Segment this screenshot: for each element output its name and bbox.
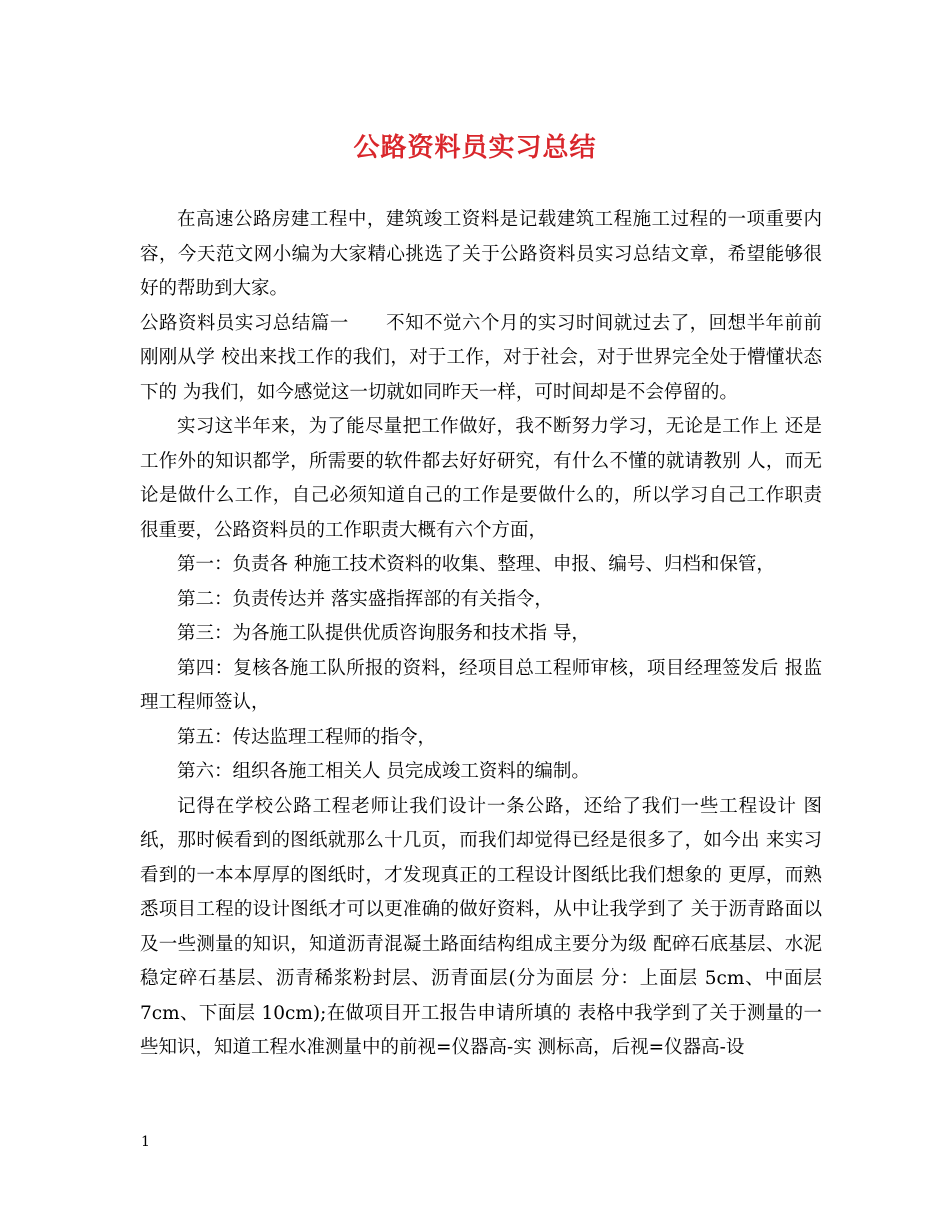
duty-item-2: 第二：负责传达并 落实盛指挥部的有关指令， — [177, 588, 553, 610]
section-paragraph — [140, 307, 822, 411]
intro-paragraph: 在高速公路房建工程中，建筑竣工资料是记载建筑工程施工过程的一项重要内容，今天范文网小编为大家精心挑选了关于公路资料员实习总结文章，希望能够很好的帮助到大家。 — [140, 209, 822, 299]
page-title: 公路资料员实习总结 — [353, 133, 597, 163]
document-body — [140, 203, 822, 1066]
duty-item-5: 第五：传达监理工程师的指令， — [177, 726, 437, 748]
duty-item-4: 第四：复核各施工队所报的资料，经项目总工程师审核，项目经理签发后 报监理工程师签认， — [140, 657, 822, 713]
design-paragraph: 记得在学校公路工程老师让我们设计一条公路，还给了我们一些工程设计 图纸，那时候看到的图纸就那么十几页，而我们却觉得已经是很多了，如今出 来实习看到的一本本厚厚的图纸时，才发现真正的工程设计图纸比我们想象的 更厚，而熟悉项目工程的设计图纸才可以更准确的做好资料，从中让我学到了 关于沥青路面以及一些测量的知识，知道沥青混凝土路面结构组成主要分为级 配碎石底基层、水泥稳定碎石基层、沥青稀浆粉封层、沥青面层(分为面层 分：上面层 5cm、中面层 7cm、下面层 10cm);在做项目开工报告申请所填的 表格中我学到了关于测量的一些知识，知道工程水准测量中的前视=仪器高-实 测标高，后视=仪器高-设 — [140, 795, 822, 1058]
work-duties-paragraph: 实习这半年来，为了能尽量把工作做好，我不断努力学习，无论是工作上 还是工作外的知识都学，所需要的软件都去好好研究，有什么不懂的就请教别 人，而无论是做什么工作，自己必须知道自己的工作是要做什么的，所以学习自己工作职责很重要，公路资料员的工作职责大概有六个方面， — [140, 416, 822, 541]
page-number: 1 — [141, 1134, 150, 1150]
section-first-text: 不知不觉六个月的实习时间就过去了，回想半年前前刚刚从学 校出来找工作的我们，对于工作，对于社会，对于世界完全处于懵懂状态下的 为我们，如今感觉这一切就如同昨天一样，可时间却是不会停留的。 — [140, 312, 822, 403]
section-heading: 公路资料员实习总结篇一 — [140, 312, 349, 334]
duty-item-3: 第三：为各施工队提供优质咨询服务和技术指 导， — [177, 623, 590, 644]
duty-item-1: 第一：负责各 种施工技术资料的收集、整理、申报、编号、归档和保管， — [177, 554, 775, 575]
duty-item-6: 第六：组织各施工相关人 员完成竣工资料的编制。 — [177, 761, 590, 782]
